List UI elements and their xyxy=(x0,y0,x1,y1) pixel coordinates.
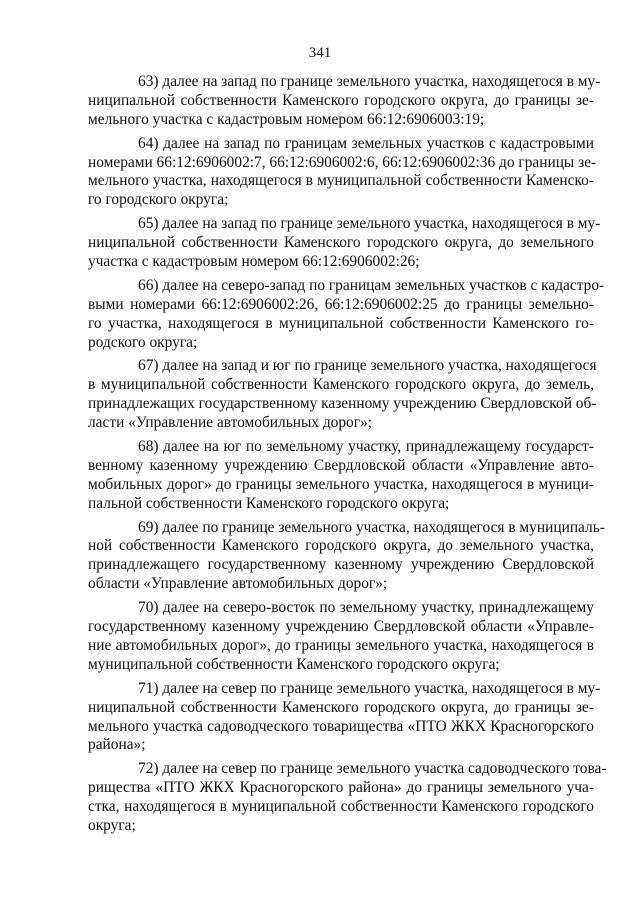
paragraph-line: принадлежащего государственному казенному учреждению Свердловской xyxy=(88,556,594,574)
paragraph-item-68 xyxy=(88,438,594,514)
paragraph-item-65 xyxy=(88,215,601,272)
paragraph-line: округа; xyxy=(88,816,136,834)
paragraph-line: мельного участка садоводческого товарищества «ПТО ЖКХ Красногорского xyxy=(88,717,594,735)
paragraph-line: 72) далее на север по границе земельного участка садоводческого това- xyxy=(138,760,607,778)
page-number: 341 xyxy=(308,45,332,61)
paragraph-line: в муниципальной собственности Каменского городского округа, до земель, xyxy=(88,376,594,394)
paragraph-line: стка, находящегося в муниципальной собственности Каменского городского xyxy=(88,798,594,816)
paragraph-item-63 xyxy=(88,73,601,130)
paragraph-line: 69) далее по границе земельного участка, находящегося в муниципаль- xyxy=(138,518,605,536)
paragraph-line: 71) далее на север по границе земельного участка, находящегося в му- xyxy=(138,679,601,697)
paragraph-line: мельного участка с кадастровым номером 66:12:6906003:19; xyxy=(88,110,485,128)
paragraph-line: рищества «ПТО ЖКХ Красногорского района» до границы земельного уча- xyxy=(88,779,594,797)
paragraph-line: пальной собственности Каменского городского округа; xyxy=(88,494,450,512)
paragraph-line: ной собственности Каменского городского округа, до земельного участка, xyxy=(88,537,594,555)
paragraph-line: го участка, находящегося в муниципальной собственности Каменского го- xyxy=(88,314,594,332)
paragraph-line: 64) далее на запад по границам земельных участков с кадастровыми xyxy=(138,134,594,152)
document-body xyxy=(88,73,607,841)
paragraph-item-64 xyxy=(88,134,597,211)
paragraph-line: ниципальной собственности Каменского городского округа, до границы зе- xyxy=(88,91,594,109)
paragraph-line: мобильных дорог» до границы земельного участка, находящегося в муници- xyxy=(88,475,594,493)
paragraph-line: района»; xyxy=(88,736,146,754)
paragraph-line: ласти «Управление автомобильных дорог»; xyxy=(88,414,373,432)
paragraph-line: 63) далее на запад по границе земельного участка, находящегося в му- xyxy=(138,73,601,90)
paragraph-item-71 xyxy=(88,679,601,756)
paragraph-line: ние автомобильных дорог», до границы земельного участка, находящегося в xyxy=(88,636,594,654)
paragraph-line: 67) далее на запад и юг по границе земельного участка, находящегося xyxy=(138,357,597,375)
paragraph-item-67 xyxy=(88,357,597,433)
paragraph-line: государственному казенному учреждению Свердловской области «Управле- xyxy=(88,618,594,636)
paragraph-line: ниципальной собственности Каменского городского округа, до земельного xyxy=(88,234,594,252)
paragraph-line: ниципальной собственности Каменского городского округа, до границы зе- xyxy=(88,698,594,716)
paragraph-line: 65) далее на запад по границе земельного участка, находящегося в му- xyxy=(138,215,601,233)
paragraph-line: области «Управление автомобильных дорог»; xyxy=(88,575,388,593)
paragraph-line: 70) далее на северо-восток по земельному участку, принадлежащему xyxy=(138,599,594,617)
paragraph-line: принадлежащих государственному казенному учреждению Свердловской об- xyxy=(88,395,597,413)
paragraph-item-66 xyxy=(88,276,605,353)
paragraph-line: 66) далее на северо-запад по границам земельных участков с кадастро- xyxy=(138,276,605,294)
paragraph-item-69 xyxy=(88,518,605,595)
paragraph-line: го городского округа; xyxy=(88,191,229,209)
paragraph-line: муниципальной собственности Каменского городского округа; xyxy=(88,655,500,673)
paragraph-line: 68) далее на юг по земельному участку, принадлежащему государст- xyxy=(138,438,594,456)
paragraph-item-72 xyxy=(88,760,607,836)
paragraph-line: участка с кадастровым номером 66:12:6906002:26; xyxy=(88,253,420,271)
paragraph-line: мельного участка, находящегося в муниципальной собственности Каменско- xyxy=(88,172,594,190)
paragraph-line: номерами 66:12:6906002:7, 66:12:6906002:6, 66:12:6906002:36 до границы зе- xyxy=(88,153,597,171)
paragraph-item-70 xyxy=(88,599,594,675)
paragraph-line: венному казенному учреждению Свердловской области «Управление авто- xyxy=(88,456,594,474)
paragraph-line: родского округа; xyxy=(88,333,198,351)
paragraph-line: выми номерами 66:12:6906002:26, 66:12:6906002:25 до границы земельно- xyxy=(88,295,594,313)
